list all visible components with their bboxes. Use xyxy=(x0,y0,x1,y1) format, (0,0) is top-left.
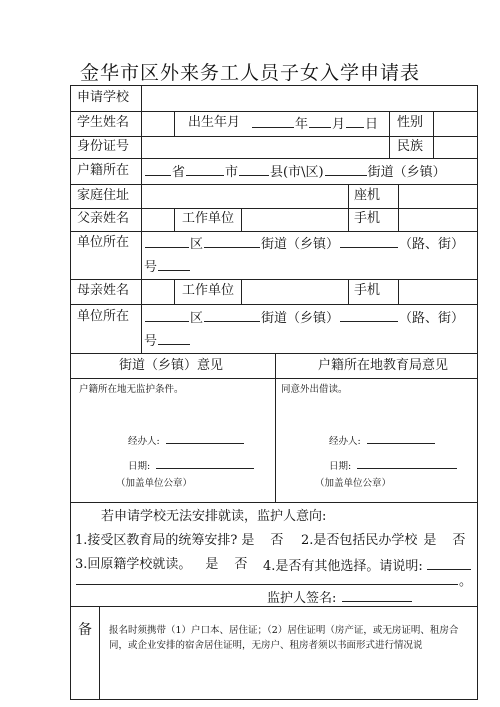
day-unit: 日 xyxy=(365,117,379,132)
guardian-q3 xyxy=(75,557,247,573)
mother-unit-label: 单位所在 xyxy=(77,309,130,324)
father-phone-input[interactable] xyxy=(400,210,477,230)
col-divider xyxy=(174,111,175,136)
col-divider xyxy=(398,184,399,231)
end-dot: 。 xyxy=(459,574,473,589)
col-divider xyxy=(389,111,390,158)
father-name-input[interactable] xyxy=(143,210,173,230)
q2-no-option[interactable]: 否 xyxy=(452,533,466,548)
hukou-label: 户籍所在 xyxy=(77,163,130,178)
mother-name-label: 母亲姓名 xyxy=(77,283,130,298)
col-divider xyxy=(348,279,349,304)
edu-date-field[interactable] xyxy=(329,456,458,473)
col-divider xyxy=(141,86,142,353)
hukou-field[interactable] xyxy=(144,163,446,181)
form-title: 金华市区外来务工人员子女入学申请表 xyxy=(79,62,420,84)
handler-label: 经办人: xyxy=(329,436,361,447)
number-unit: 号 xyxy=(144,260,158,275)
q1-yes-option[interactable]: 是 xyxy=(241,533,255,548)
landline-input[interactable] xyxy=(400,186,477,207)
col-divider xyxy=(398,279,399,304)
row-divider xyxy=(71,279,478,280)
district-unit: 区 xyxy=(190,237,204,252)
row-divider xyxy=(71,136,478,137)
street-opinion-header: 街道（乡镇）意见 xyxy=(119,358,224,373)
col-divider xyxy=(174,208,175,231)
remarks-label: 备 xyxy=(78,622,92,638)
q2-yes-option[interactable]: 是 xyxy=(423,533,437,548)
mother-unit-field[interactable] xyxy=(144,309,464,327)
signature-label: 监护人签名: xyxy=(267,591,337,606)
father-phone-label: 手机 xyxy=(354,211,381,226)
q1-no-option[interactable]: 否 xyxy=(270,533,284,548)
edu-seal: （加盖单位公章） xyxy=(315,478,392,489)
guardian-q1 xyxy=(75,533,283,549)
street-unit: 街道（乡镇） xyxy=(367,165,446,180)
city-unit: 市 xyxy=(225,165,239,180)
ethnicity-input[interactable] xyxy=(435,138,477,157)
address-label: 家庭住址 xyxy=(77,188,130,203)
mother-work-input[interactable] xyxy=(243,281,347,303)
street-handler-field[interactable] xyxy=(128,431,245,448)
father-unit-field[interactable] xyxy=(144,235,464,253)
row-divider xyxy=(71,231,478,232)
q3-text: 3.回原籍学校就读。 xyxy=(75,557,192,572)
edu-handler-field[interactable] xyxy=(329,431,436,448)
mother-phone-label: 手机 xyxy=(354,283,381,298)
mother-phone-input[interactable] xyxy=(400,281,477,303)
landline-label: 座机 xyxy=(354,188,381,203)
col-divider xyxy=(99,606,100,700)
col-divider xyxy=(275,353,276,502)
father-unit-label: 单位所在 xyxy=(77,235,130,250)
year-unit: 年 xyxy=(295,117,309,132)
father-work-input[interactable] xyxy=(243,210,347,230)
street-unit: 街道（乡镇） xyxy=(261,237,340,252)
street-seal: （加盖单位公章） xyxy=(116,478,193,489)
q4-explain-input[interactable] xyxy=(427,557,471,570)
road-unit: （路、街） xyxy=(399,311,465,326)
col-divider xyxy=(241,208,242,231)
q1-text: 1.接受区教育局的统筹安排? xyxy=(75,533,238,548)
application-form xyxy=(70,85,478,700)
col-divider xyxy=(241,279,242,304)
county-unit: 县(市\区) xyxy=(270,165,324,180)
school-input[interactable] xyxy=(143,87,477,110)
q3-no-option[interactable]: 否 xyxy=(234,557,248,572)
id-number-label: 身份证号 xyxy=(77,139,130,154)
street-date-field[interactable] xyxy=(128,456,255,473)
gender-label: 性别 xyxy=(397,115,424,130)
edu-opinion-header: 户籍所在地教育局意见 xyxy=(318,358,449,373)
id-number-input[interactable] xyxy=(143,138,387,157)
remarks-text: 报名时须携带（1）户口本、居住证；（2）居住证明（房产证，或无房证明、租房合同，或企业安排的宿舍居住证明，无房户、租房者须以书面形式进行情况说 xyxy=(109,625,459,651)
row-divider xyxy=(71,208,478,209)
row-divider xyxy=(71,158,478,159)
handler-label: 经办人: xyxy=(128,436,160,447)
mother-work-label: 工作单位 xyxy=(182,283,235,298)
row-divider xyxy=(71,111,478,112)
col-divider xyxy=(174,279,175,304)
col-divider xyxy=(433,111,434,158)
date-label: 日期: xyxy=(128,461,151,472)
school-label: 申请学校 xyxy=(77,90,130,105)
guardian-intro: 若申请学校无法安排就读，监护人意向: xyxy=(101,509,327,524)
ethnicity-label: 民族 xyxy=(397,139,424,154)
gender-input[interactable] xyxy=(435,113,477,135)
birth-label: 出生年月 xyxy=(188,115,241,130)
father-unit-number[interactable] xyxy=(144,258,191,276)
father-work-label: 工作单位 xyxy=(182,211,235,226)
number-unit: 号 xyxy=(144,334,158,349)
student-name-label: 学生姓名 xyxy=(77,115,130,130)
month-unit: 月 xyxy=(332,117,346,132)
road-unit: （路、街） xyxy=(399,237,465,252)
row-divider xyxy=(71,184,478,185)
guardian-q2 xyxy=(301,533,465,549)
father-name-label: 父亲姓名 xyxy=(77,211,130,226)
province-unit: 省 xyxy=(172,165,186,180)
mother-unit-number[interactable] xyxy=(144,332,191,350)
student-name-input[interactable] xyxy=(143,113,173,135)
birth-date-field[interactable] xyxy=(251,115,378,133)
district-unit: 区 xyxy=(190,311,204,326)
date-label: 日期: xyxy=(329,461,352,472)
q2-text: 2.是否包括民办学校 xyxy=(301,533,418,548)
guardian-explain-line[interactable] xyxy=(75,572,472,590)
guardian-signature-field[interactable] xyxy=(267,589,413,607)
q3-yes-option[interactable]: 是 xyxy=(205,557,219,572)
street-opinion-text: 户籍所在地无监护条件。 xyxy=(79,384,184,395)
row-divider xyxy=(71,502,478,503)
edu-opinion-text: 同意外出借读。 xyxy=(281,384,348,395)
address-input[interactable] xyxy=(143,186,347,207)
street-unit: 街道（乡镇） xyxy=(261,311,340,326)
q4-text: 4.是否有其他选择。请说明: xyxy=(263,559,423,574)
row-divider xyxy=(71,304,478,305)
mother-name-input[interactable] xyxy=(143,281,173,303)
col-divider xyxy=(348,184,349,231)
